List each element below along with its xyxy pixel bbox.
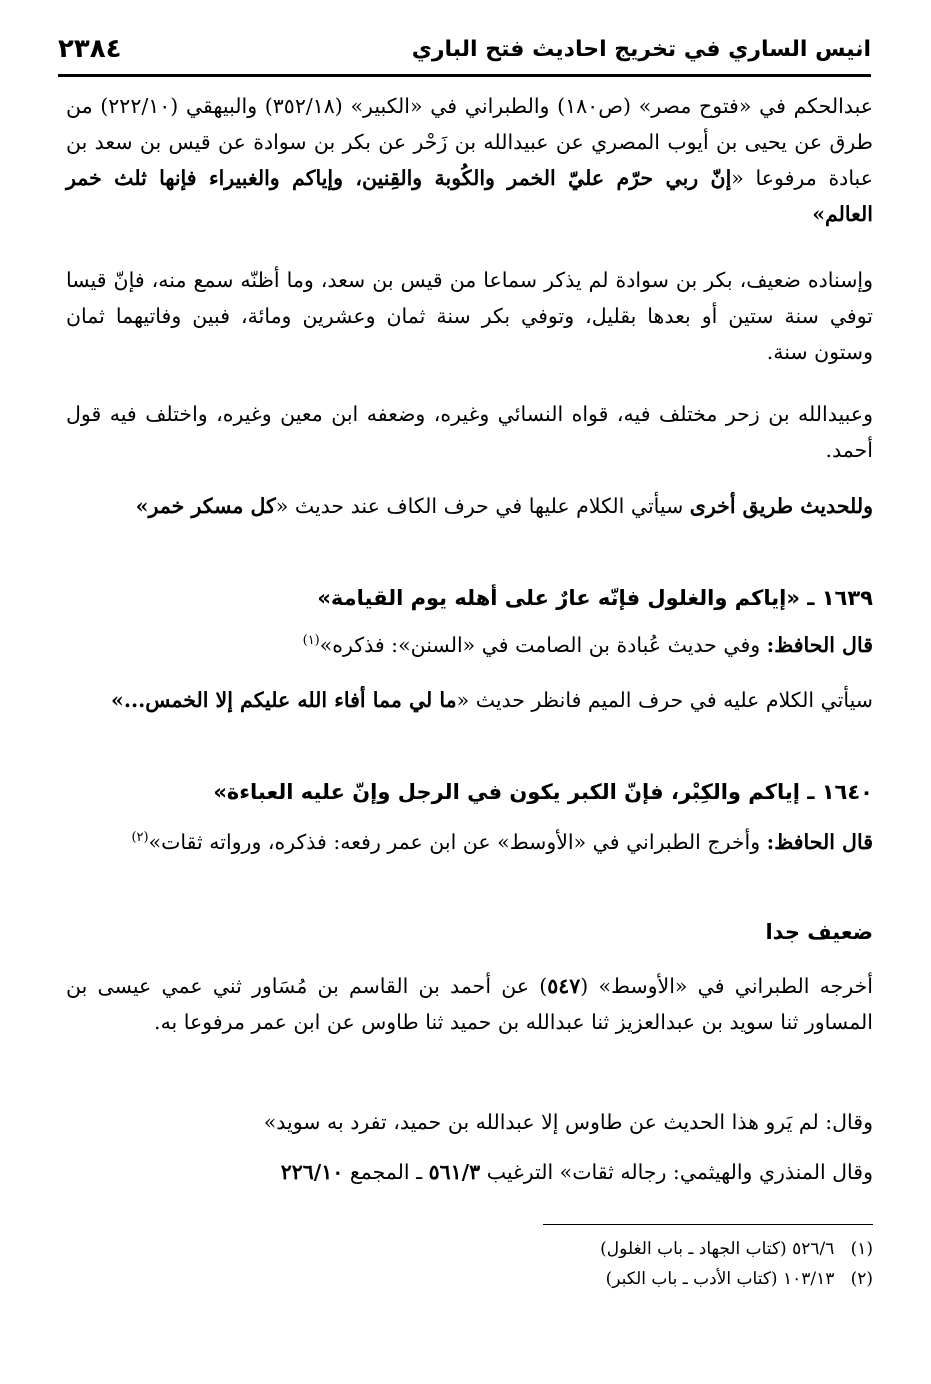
paragraph-text: عبدالحكم في «فتوح مصر» (ص١٨٠) والطبراني في «الكبير» (٣٥٢/١٨) والبيهقي (٢٢٢/١٠) من طرق عن يحيى بن أيوب المصري عن عبيدالله بن زَحْر عن بكر بن سوادة عن قيس بن سعد بن عبادة مرفوعا « [66, 94, 873, 190]
footnote-ref-number: ٥٢٦/٦ [792, 1239, 835, 1259]
quote-close: » [812, 202, 826, 226]
paragraph-narrator [66, 396, 873, 468]
paragraph-lead: وللحديث طريق أخرى [689, 494, 873, 518]
page-number: ٢٣٨٤ [58, 34, 122, 64]
paragraph-text: وقال المنذري والهيثمي: رجاله ثقات» الترغيب [480, 1160, 873, 1184]
footnote-text: (كتاب الجهاد ـ باب الغلول) [600, 1239, 787, 1259]
hafiz-label: قال الحافظ: [766, 633, 873, 657]
paragraph-qal [66, 1104, 873, 1140]
footnote-ref: (١) [302, 633, 320, 649]
quote-close: » [135, 494, 149, 518]
footnote-ref-number: ١٠٣/١٣ [782, 1269, 835, 1289]
page-header [58, 24, 871, 77]
paragraph-text: وأخرج الطبراني في «الأوسط» عن ابن عمر رفعه: فذكره، ورواته ثقات» [148, 830, 767, 854]
hadith-quote: كل مسكر خمر [148, 494, 276, 518]
hafiz-label: قال الحافظ: [766, 830, 873, 854]
footnote-1 [600, 1236, 873, 1262]
paragraph-text: سيأتي الكلام عليه في حرف الميم فانظر حديث « [456, 688, 873, 712]
paragraph-see-mim [66, 682, 873, 718]
paragraph-mundhiri [66, 1154, 873, 1190]
paragraph-hafiz-1640 [66, 824, 873, 860]
paragraph-text: أخرجه الطبراني في «الأوسط» ( [580, 974, 873, 998]
footnote-text: (كتاب الأدب ـ باب الكبر) [605, 1269, 778, 1289]
paragraph-text: وفي حديث عُبادة بن الصامت في «السنن»: فذكره» [319, 633, 767, 657]
footnote-number: (١) [850, 1239, 873, 1259]
reference-number: ٢٢٦/١٠ [280, 1160, 344, 1184]
paragraph-text: وعبيدالله بن زحر مختلف فيه، قواه النسائي وغيره، وضعفه ابن معين وغيره، واختلف فيه قول أحمد. [66, 402, 873, 462]
hadith-quote: ما لي مما أفاء الله عليكم إلا الخمس... [123, 688, 457, 712]
paragraph-other-route [66, 488, 873, 524]
paragraph-akhrajahu [66, 968, 873, 1040]
verdict-heading: ضعيف جدا [765, 920, 873, 944]
paragraph-hafiz-1639 [66, 627, 873, 663]
paragraph-text: سيأتي الكلام عليها في حرف الكاف عند حديث « [275, 494, 690, 518]
quote-close: » [111, 688, 124, 712]
footnote-ref: (٢) [131, 830, 149, 846]
paragraph-takhrij [66, 88, 873, 232]
hadith-heading-1640: ١٦٤٠ ـ إياكم والكِبْر، فإنّ الكبر يكون في الرجل وإنّ عليه العباءة» [213, 780, 873, 804]
paragraph-text: ) عن أحمد بن القاسم بن مُسَاور ثني عمي عيسى بن المساور ثنا سويد بن عبدالعزيز ثنا عبدالله بن حميد ثنا طاوس عن ابن عمر مرفوعا به. [66, 974, 873, 1034]
paragraph-text: وإسناده ضعيف، بكر بن سوادة لم يذكر سماعا من قيس بن سعد، وما أظنّه سمع منه، فإنّ قيسا توفي سنة ستين أو بعدها بقليل، وتوفي بكر سنة ثمان وعشرين ومائة، فبين وفاتيهما ثمان وستون سنة. [66, 268, 873, 364]
paragraph-text: ـ المجمع [343, 1160, 429, 1184]
hadith-number: ٥٤٧ [547, 974, 581, 998]
footnote-number: (٢) [850, 1269, 873, 1289]
paragraph-text: وقال: لم يَرو هذا الحديث عن طاوس إلا عبدالله بن حميد، تفرد به سويد» [263, 1110, 873, 1134]
hadith-quote: إنّ ربي حرّم عليّ الخمر والكُوبة والقِنين، وإياكم والغبيراء فإنها ثلث خمر العالم [66, 166, 873, 226]
hadith-heading-1639: ١٦٣٩ ـ «إياكم والغلول فإنّه عارٌ على أهله يوم القيامة» [317, 586, 873, 610]
footnote-2 [606, 1266, 873, 1292]
footnote-divider [543, 1224, 873, 1225]
book-title: انيس الساري في تخريج احاديث فتح الباري [411, 36, 871, 62]
paragraph-isnad [66, 262, 873, 370]
reference-number: ٥٦١/٣ [428, 1160, 481, 1184]
